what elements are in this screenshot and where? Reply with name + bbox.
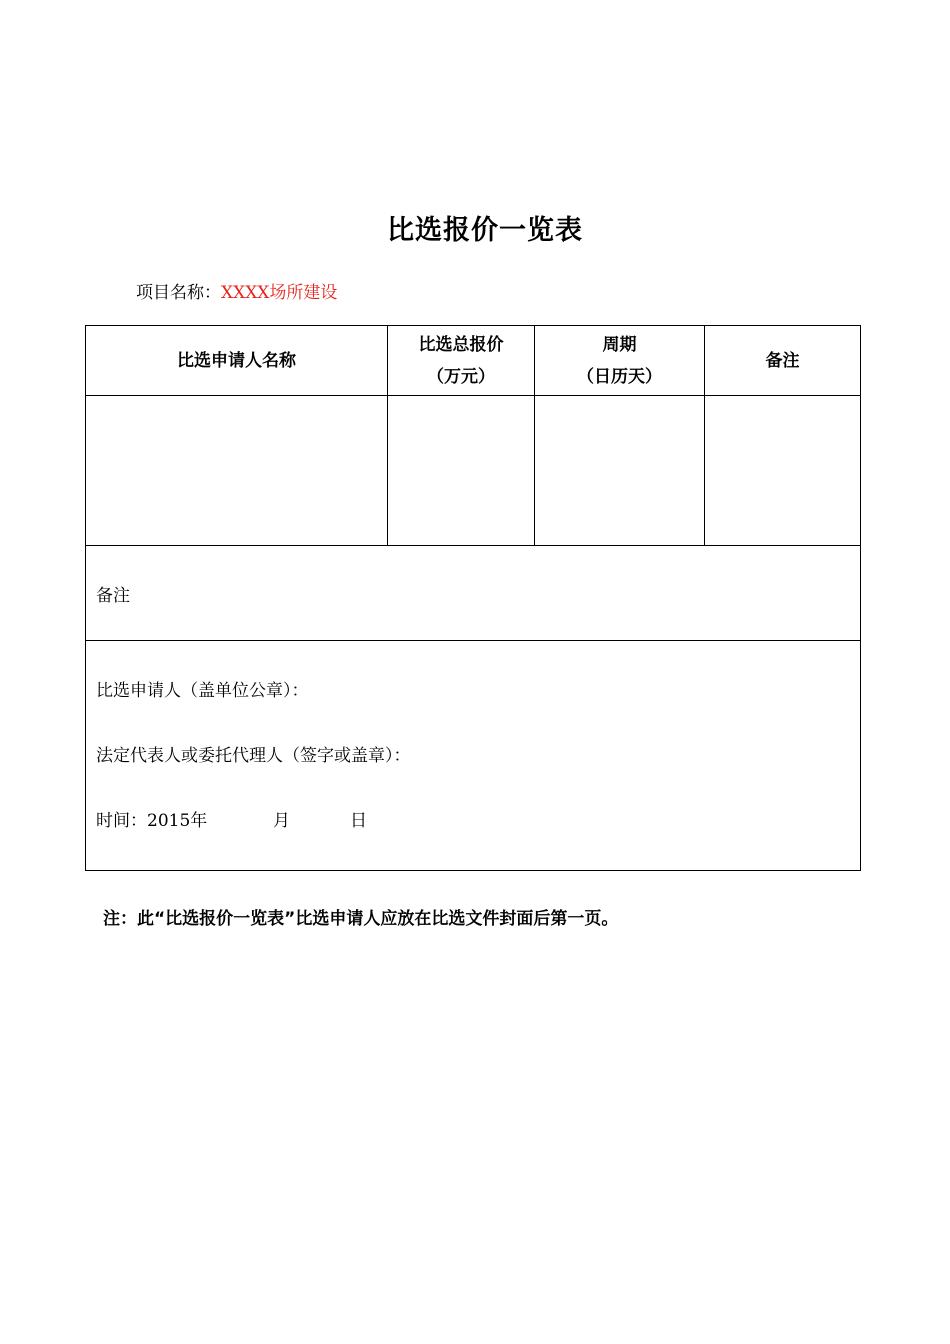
header-total-quote-label: 比选总报价 xyxy=(418,334,504,355)
cell-total-quote[interactable] xyxy=(388,396,535,546)
date-time-label: 时间：2015年 xyxy=(96,811,208,831)
signature-block xyxy=(86,641,861,871)
header-remarks xyxy=(705,326,861,396)
table-header-row xyxy=(86,326,861,396)
remarks-field[interactable] xyxy=(86,546,861,641)
page-title: 比选报价一览表 xyxy=(387,215,583,246)
applicant-seal-line[interactable] xyxy=(96,676,860,701)
header-period-label: 周期 xyxy=(602,334,637,355)
remarks-label: 备注 xyxy=(96,585,130,606)
date-day-label: 日 xyxy=(350,811,367,831)
date-month-label: 月 xyxy=(273,811,290,831)
header-period-unit: （日历天） xyxy=(577,366,662,387)
cell-period[interactable] xyxy=(535,396,705,546)
cell-remarks[interactable] xyxy=(705,396,861,546)
quote-summary-table xyxy=(85,325,861,871)
remarks-row xyxy=(86,546,861,641)
project-name-value: XXXX场所建设 xyxy=(221,283,338,303)
representative-signature-line[interactable] xyxy=(96,741,860,766)
date-line[interactable] xyxy=(96,806,860,831)
header-applicant-name-label: 比选申请人名称 xyxy=(177,350,296,371)
signature-row xyxy=(86,641,861,871)
project-name-label: 项目名称： xyxy=(136,283,221,303)
header-applicant-name xyxy=(86,326,388,396)
header-total-quote xyxy=(388,326,535,396)
header-total-quote-unit: （万元） xyxy=(427,366,495,387)
header-remarks-label: 备注 xyxy=(765,350,800,371)
applicant-seal-label: 比选申请人（盖单位公章）： xyxy=(96,681,309,701)
table-row xyxy=(86,396,861,546)
representative-signature-label: 法定代表人或委托代理人（签字或盖章）： xyxy=(96,746,411,766)
project-name-line xyxy=(136,278,337,303)
footnote: 注：此“比选报价一览表”比选申请人应放在比选文件封面后第一页。 xyxy=(103,909,619,929)
cell-applicant-name[interactable] xyxy=(86,396,388,546)
header-period xyxy=(535,326,705,396)
